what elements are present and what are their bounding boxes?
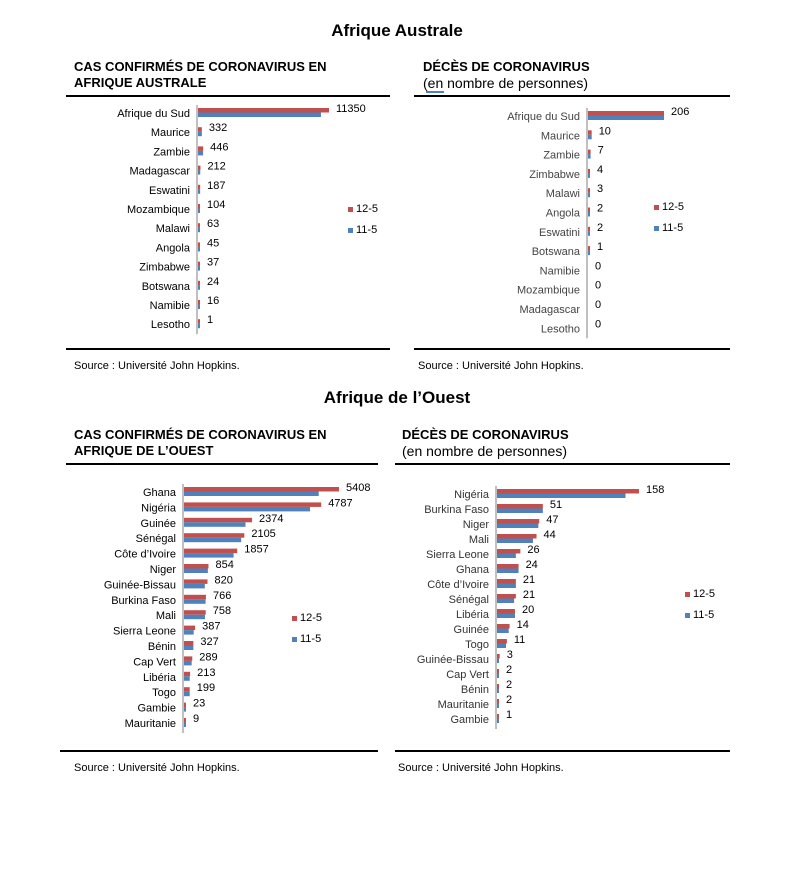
bar-11-5	[497, 689, 499, 694]
category-label: Namibie	[539, 265, 580, 278]
category-label: Burkina Faso	[424, 504, 489, 516]
legend-swatch	[348, 207, 353, 212]
data-label: 3	[506, 649, 513, 661]
bar-11-5	[198, 189, 200, 194]
category-label: Mali	[155, 610, 176, 623]
category-label: Sierra Leone	[426, 549, 489, 561]
legend-swatch	[685, 592, 690, 597]
bar-11-5	[184, 615, 205, 620]
legend-swatch	[292, 637, 297, 642]
bar-12-5	[588, 111, 664, 116]
data-label: 854	[215, 559, 234, 571]
top-rule	[66, 95, 390, 97]
bar-12-5	[184, 610, 206, 615]
data-label: 2	[506, 664, 513, 676]
bar-11-5	[198, 285, 200, 290]
category-label: Guinée	[140, 517, 176, 530]
bar-11-5	[588, 231, 590, 236]
bar-12-5	[588, 169, 590, 174]
category-label: Burkina Faso	[111, 594, 176, 607]
chart-cas-australe	[66, 59, 390, 375]
category-label: Guinée-Bissau	[416, 654, 489, 666]
category-label: Zimbabwe	[139, 261, 190, 274]
bar-12-5	[497, 594, 516, 599]
data-label: 24	[525, 559, 538, 571]
bottom-rule	[395, 750, 730, 752]
title-underline-mark	[426, 91, 444, 93]
top-rule	[66, 463, 378, 465]
bar-11-5	[184, 492, 319, 497]
bar-11-5	[198, 228, 200, 233]
bar-12-5	[497, 699, 499, 704]
bar-12-5	[497, 609, 515, 614]
data-label: 206	[671, 106, 690, 118]
bar-chart-svg	[66, 99, 390, 349]
chart-deces-ouest	[395, 427, 730, 777]
category-label: Angola	[155, 242, 190, 255]
data-label: 387	[202, 620, 221, 633]
source-text: Source : Université John Hopkins.	[418, 360, 584, 372]
data-label: 1857	[244, 543, 269, 556]
bar-11-5	[497, 719, 499, 724]
bar-11-5	[497, 674, 499, 679]
legend-swatch	[654, 226, 659, 231]
legend-swatch	[654, 205, 659, 210]
bar-11-5	[198, 266, 200, 271]
bar-chart-svg	[66, 467, 378, 747]
category-label: Namibie	[149, 300, 190, 312]
data-label: 0	[595, 279, 602, 292]
bar-12-5	[497, 504, 543, 509]
category-label: Bénin	[460, 684, 489, 696]
data-label: 20	[521, 604, 535, 616]
data-label: 4787	[328, 497, 353, 510]
bar-11-5	[184, 569, 208, 574]
top-rule	[414, 95, 730, 97]
bar-11-5	[198, 305, 200, 310]
legend-swatch	[348, 228, 353, 233]
bar-chart-svg	[414, 99, 730, 349]
data-label: 766	[212, 589, 232, 602]
data-label: 332	[208, 122, 228, 135]
top-rule	[395, 463, 730, 465]
category-label: Nigéria	[141, 502, 176, 515]
bar-11-5	[497, 644, 506, 649]
data-label: 9	[193, 713, 200, 725]
category-label: Côte d’Ivoire	[427, 579, 489, 591]
bar-12-5	[497, 564, 519, 569]
data-label: 0	[595, 318, 602, 331]
bar-12-5	[497, 519, 539, 524]
legend-label: 12-5	[693, 588, 716, 600]
bar-12-5	[497, 684, 499, 689]
bar-11-5	[497, 704, 499, 709]
bar-11-5	[184, 553, 234, 558]
bar-11-5	[497, 614, 515, 619]
category-label: Guinée	[453, 624, 489, 636]
bar-12-5	[198, 281, 200, 286]
data-label: 63	[207, 218, 220, 231]
bar-11-5	[184, 676, 190, 681]
bar-11-5	[588, 135, 592, 140]
category-label: Botswana	[531, 246, 580, 259]
data-label: 11350	[336, 103, 366, 115]
category-label: Guinée-Bissau	[103, 579, 176, 592]
data-label: 14	[516, 619, 529, 631]
bar-chart-svg	[395, 467, 730, 747]
category-label: Sénégal	[448, 594, 489, 606]
legend-swatch	[292, 616, 297, 621]
bar-12-5	[184, 579, 208, 584]
bottom-rule	[60, 750, 378, 752]
bar-12-5	[198, 223, 200, 228]
bar-11-5	[588, 173, 590, 178]
data-label: 44	[543, 529, 556, 541]
bar-11-5	[588, 251, 590, 256]
chart-title-line-1: CAS CONFIRMÉS DE CORONAVIRUS EN	[74, 59, 327, 74]
bar-12-5	[497, 549, 520, 554]
bar-11-5	[588, 154, 591, 159]
data-label: 21	[522, 589, 536, 601]
category-label: Lesotho	[540, 323, 580, 336]
bar-12-5	[198, 108, 329, 113]
category-label: Zambie	[153, 146, 190, 159]
bar-11-5	[184, 661, 192, 666]
bar-12-5	[184, 518, 252, 523]
bar-11-5	[497, 509, 543, 514]
data-label: 2105	[251, 528, 276, 541]
bar-11-5	[198, 170, 200, 175]
bar-12-5	[184, 564, 208, 569]
legend-label: 11-5	[662, 222, 684, 234]
bar-12-5	[184, 502, 321, 507]
data-label: 1	[506, 709, 513, 721]
bar-12-5	[184, 703, 186, 708]
bar-12-5	[497, 654, 500, 659]
bar-12-5	[184, 656, 192, 661]
data-label: 5408	[346, 482, 371, 494]
bar-12-5	[497, 714, 499, 719]
category-label: Sierra Leone	[113, 625, 176, 638]
chart-title-line-1: DÉCÈS DE CORONAVIRUS	[423, 59, 590, 74]
category-label: Maurice	[540, 130, 580, 143]
data-label: 2374	[259, 512, 284, 525]
legend-label: 12-5	[356, 203, 379, 215]
bar-11-5	[497, 524, 538, 529]
category-label: Cap Vert	[133, 656, 176, 669]
category-label: Niger	[149, 564, 176, 576]
category-label: Malawi	[545, 188, 580, 201]
bar-11-5	[184, 584, 205, 589]
section-title-australe: Afrique Australe	[331, 21, 463, 40]
bar-12-5	[198, 319, 200, 324]
category-label: Mali	[468, 534, 489, 546]
bar-12-5	[198, 204, 200, 209]
bar-12-5	[184, 718, 186, 723]
category-label: Cap Vert	[446, 669, 489, 681]
category-label: Nigéria	[454, 489, 489, 501]
bar-11-5	[497, 584, 516, 589]
bar-11-5	[588, 212, 590, 217]
bottom-rule	[66, 348, 390, 350]
data-label: 289	[199, 651, 218, 664]
data-label: 2	[506, 679, 513, 691]
category-label: Eswatini	[149, 184, 190, 197]
bar-12-5	[497, 579, 516, 584]
chart-title-line-2: (en nombre de personnes)	[402, 443, 567, 459]
data-label: 213	[197, 666, 216, 679]
data-label: 7	[597, 144, 604, 157]
data-label: 327	[200, 636, 219, 648]
data-label: 758	[212, 605, 232, 618]
chart-deces-australe	[414, 59, 730, 375]
bar-11-5	[184, 707, 186, 712]
category-label: Mozambique	[517, 284, 580, 297]
category-label: Mauritanie	[124, 718, 176, 730]
category-label: Mauritanie	[437, 699, 489, 711]
data-label: 16	[207, 295, 220, 307]
data-label: 4	[597, 163, 604, 176]
category-label: Ghana	[455, 564, 489, 576]
category-label: Ghana	[142, 487, 176, 499]
data-label: 11	[513, 634, 526, 646]
data-label: 3	[597, 183, 604, 196]
data-label: 158	[646, 484, 665, 496]
bar-12-5	[184, 595, 206, 600]
bar-11-5	[184, 599, 206, 604]
category-label: Zambie	[543, 149, 580, 162]
bar-11-5	[198, 132, 202, 137]
data-label: 26	[527, 544, 540, 556]
bar-11-5	[184, 522, 246, 527]
bar-11-5	[497, 539, 533, 544]
bar-12-5	[198, 300, 200, 305]
data-label: 104	[207, 199, 226, 211]
bar-12-5	[198, 166, 200, 171]
bar-12-5	[497, 534, 537, 539]
data-label: 0	[595, 260, 602, 273]
data-label: 47	[546, 514, 559, 526]
bar-11-5	[184, 630, 194, 635]
category-label: Afrique du Sud	[117, 108, 190, 120]
bar-12-5	[184, 549, 237, 554]
category-label: Afrique du Sud	[507, 111, 580, 123]
data-label: 212	[207, 160, 226, 173]
bar-11-5	[198, 113, 321, 118]
legend-swatch	[685, 613, 690, 618]
legend-label: 12-5	[662, 201, 685, 213]
bar-11-5	[198, 209, 200, 214]
bar-12-5	[184, 487, 339, 492]
data-label: 820	[214, 574, 233, 587]
category-label: Angola	[545, 207, 580, 220]
bar-11-5	[184, 507, 310, 512]
category-label: Gambie	[137, 702, 176, 715]
category-label: Mozambique	[127, 204, 190, 216]
category-label: Bénin	[147, 641, 176, 653]
bar-11-5	[588, 116, 664, 121]
category-label: Lesotho	[150, 319, 190, 332]
legend-label: 11-5	[300, 633, 322, 645]
data-label: 187	[207, 179, 226, 192]
bar-11-5	[184, 723, 186, 728]
category-label: Maurice	[150, 127, 190, 140]
data-label: 0	[595, 299, 602, 311]
category-label: Libéria	[455, 609, 489, 621]
bar-12-5	[198, 262, 200, 267]
data-label: 37	[207, 256, 220, 269]
data-label: 446	[210, 141, 229, 154]
data-label: 24	[207, 275, 220, 288]
legend-label: 11-5	[356, 224, 378, 236]
bar-11-5	[184, 538, 241, 543]
chart-title-line-2: AFRIQUE DE L’OUEST	[74, 443, 214, 458]
chart-title	[74, 427, 327, 459]
bar-11-5	[497, 659, 499, 664]
bar-12-5	[198, 146, 203, 151]
chart-title-line-2: (en nombre de personnes)	[423, 75, 588, 91]
chart-title	[423, 59, 590, 91]
bar-11-5	[184, 646, 193, 651]
chart-cas-ouest	[66, 427, 378, 777]
bar-11-5	[198, 324, 200, 329]
data-label: 2	[597, 221, 604, 234]
chart-title-line-1: DÉCÈS DE CORONAVIRUS	[402, 427, 569, 442]
category-label: Botswana	[141, 280, 190, 293]
source-text: Source : Université John Hopkins.	[74, 360, 240, 372]
bar-11-5	[497, 629, 509, 634]
category-label: Gambie	[450, 714, 489, 726]
data-label: 45	[207, 237, 220, 250]
category-label: Eswatini	[539, 226, 580, 239]
legend-label: 11-5	[693, 609, 715, 621]
bar-12-5	[588, 227, 590, 232]
category-label: Togo	[465, 639, 489, 651]
bar-11-5	[198, 151, 203, 156]
bar-12-5	[497, 489, 639, 494]
bar-12-5	[497, 639, 507, 644]
bar-12-5	[198, 127, 202, 132]
bar-11-5	[497, 569, 519, 574]
legend-label: 12-5	[300, 612, 323, 624]
bar-12-5	[184, 641, 193, 646]
data-label: 21	[522, 574, 536, 586]
section-title-ouest: Afrique de l’Ouest	[323, 388, 471, 407]
data-label: 1	[207, 314, 214, 327]
bar-12-5	[497, 624, 510, 629]
source-text: Source : Université John Hopkins.	[398, 762, 564, 774]
bar-12-5	[184, 672, 190, 677]
category-label: Sénégal	[135, 533, 176, 546]
bar-12-5	[588, 208, 590, 213]
category-label: Madagascar	[519, 304, 580, 316]
data-label: 1	[597, 241, 604, 254]
data-label: 51	[549, 499, 563, 511]
category-label: Côte d’Ivoire	[114, 548, 176, 561]
category-label: Malawi	[155, 223, 190, 236]
bar-12-5	[184, 687, 190, 692]
data-label: 2	[506, 694, 513, 706]
data-label: 199	[196, 682, 216, 695]
bar-12-5	[588, 246, 590, 251]
chart-title	[402, 427, 569, 459]
chart-title-line-1: CAS CONFIRMÉS DE CORONAVIRUS EN	[74, 427, 327, 442]
bar-12-5	[588, 188, 590, 193]
bar-12-5	[198, 242, 200, 247]
bar-11-5	[497, 494, 626, 499]
data-label: 2	[597, 202, 604, 215]
bar-12-5	[184, 533, 244, 538]
category-label: Madagascar	[129, 165, 190, 178]
category-label: Zimbabwe	[529, 168, 580, 181]
source-text: Source : Université John Hopkins.	[74, 762, 240, 774]
data-label: 23	[193, 697, 206, 710]
bar-11-5	[588, 193, 590, 198]
category-label: Libéria	[142, 671, 176, 684]
bar-11-5	[198, 247, 200, 252]
category-label: Togo	[152, 687, 176, 700]
bar-11-5	[184, 692, 190, 697]
data-label: 10	[598, 125, 611, 138]
bar-12-5	[588, 130, 592, 135]
category-label: Niger	[462, 519, 489, 531]
bar-12-5	[184, 626, 195, 631]
bar-12-5	[198, 185, 200, 190]
bar-11-5	[497, 554, 516, 559]
chart-title-line-2: AFRIQUE AUSTRALE	[74, 75, 207, 90]
bar-11-5	[497, 599, 514, 604]
bar-12-5	[588, 150, 591, 155]
bar-12-5	[497, 669, 499, 674]
bottom-rule	[414, 348, 730, 350]
chart-title	[74, 59, 327, 91]
